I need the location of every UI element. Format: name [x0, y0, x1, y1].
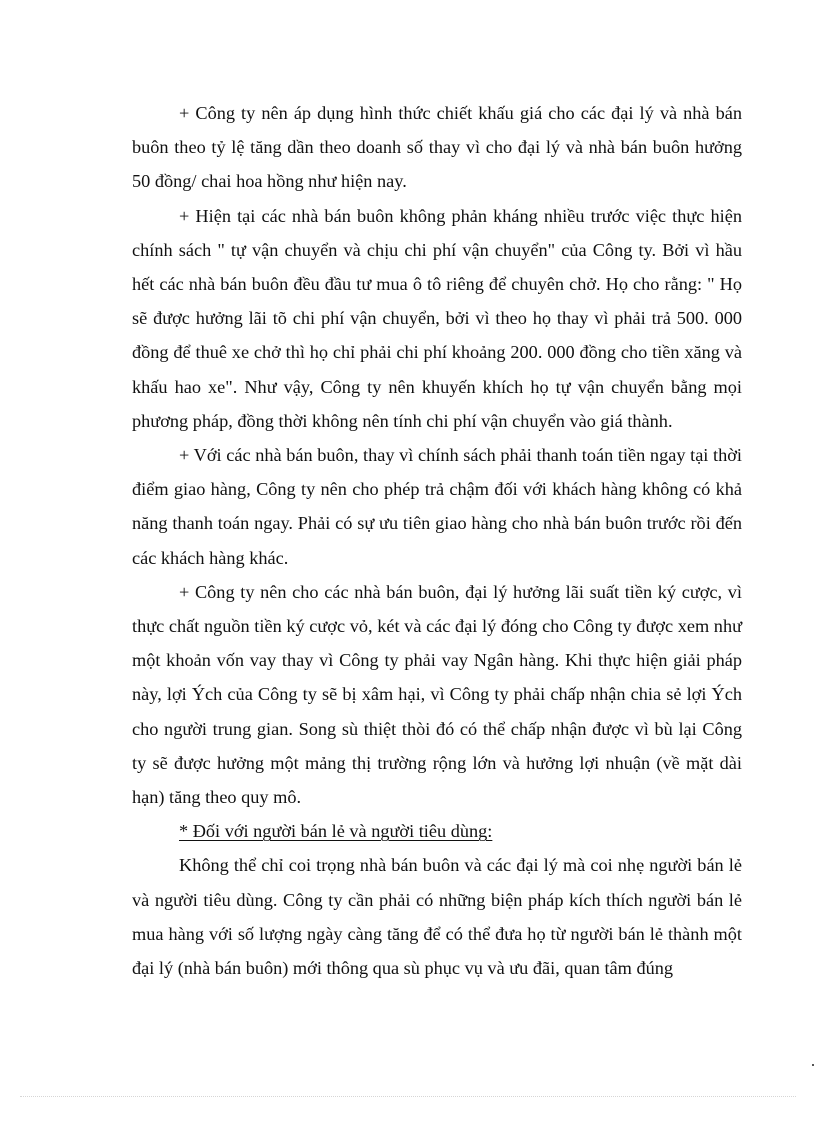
paragraph-deposit-interest: + Công ty nên cho các nhà bán buôn, đại lý hưởng lãi suất tiền ký cược, vì thực chất nguồn tiền ký cược vỏ, két và các đại lý đóng cho Công ty được xem như một khoản vốn vay thay vì Công ty phải vay Ngân hàng. Khi thực hiện giải pháp này, lợi Ých của Công ty sẽ bị xâm hại, vì Công ty phải chấp nhận chia sẻ lợi Ých cho người trung gian. Song sù thiệt thòi đó có thể chấp nhận được vì bù lại Công ty sẽ được hưởng một mảng thị trường rộng lớn và hưởng lợi nhuận (về mặt dài hạn) tăng theo quy mô.: [132, 581, 742, 808]
paragraph-retailers: Không thể chỉ coi trọng nhà bán buôn và các đại lý mà coi nhẹ người bán lẻ và người tiêu dùng. Công ty cần phải có những biện pháp kích thích người bán lẻ mua hàng với số lượng ngày càng tăng để có thể đưa họ từ người bán lẻ thành một đại lý (nhà bán buôn) mới thông qua sù phục vụ và ưu đãi, quan tâm đúng: [132, 855, 742, 979]
section-heading-text: * Đối với người bán lẻ và người tiêu dùng:: [179, 821, 493, 842]
page-edge-mark: [812, 1064, 814, 1066]
document-page: [132, 96, 742, 985]
paragraph-payment-policy: + Với các nhà bán buôn, thay vì chính sách phải thanh toán tiền ngay tại thời điểm giao hàng, Công ty nên cho phép trả chậm đối với khách hàng không có khả năng thanh toán ngay. Phải có sự ưu tiên giao hàng cho nhà bán buôn trước rồi đến các khách hàng khác.: [132, 445, 742, 568]
section-heading-retailers: [132, 814, 742, 848]
paragraph-transport-policy: + Hiện tại các nhà bán buôn không phản kháng nhiều trước việc thực hiện chính sách " tự vận chuyển và chịu chi phí vận chuyển" của Công ty. Bởi vì hầu hết các nhà bán buôn đều đầu tư mua ô tô riêng để chuyên chở. Họ cho rằng: " Họ sẽ được hưởng lãi tõ chi phí vận chuyển, bởi vì theo họ thay vì phải trả 500. 000 đồng để thuê xe chở thì họ chỉ phải chi phí khoảng 200. 000 đồng cho tiền xăng và khấu hao xe". Như vậy, Công ty nên khuyến khích họ tự vận chuyển bằng mọi phương pháp, đồng thời không nên tính chi phí vận chuyển vào giá thành.: [132, 205, 742, 431]
paragraph-discount-policy: + Công ty nên áp dụng hình thức chiết khấu giá cho các đại lý và nhà bán buôn theo tỷ lệ tăng dần theo doanh số thay vì cho đại lý và nhà bán buôn hưởng 50 đồng/ chai hoa hồng như hiện nay.: [132, 103, 742, 192]
page-bottom-divider: [20, 1096, 796, 1097]
